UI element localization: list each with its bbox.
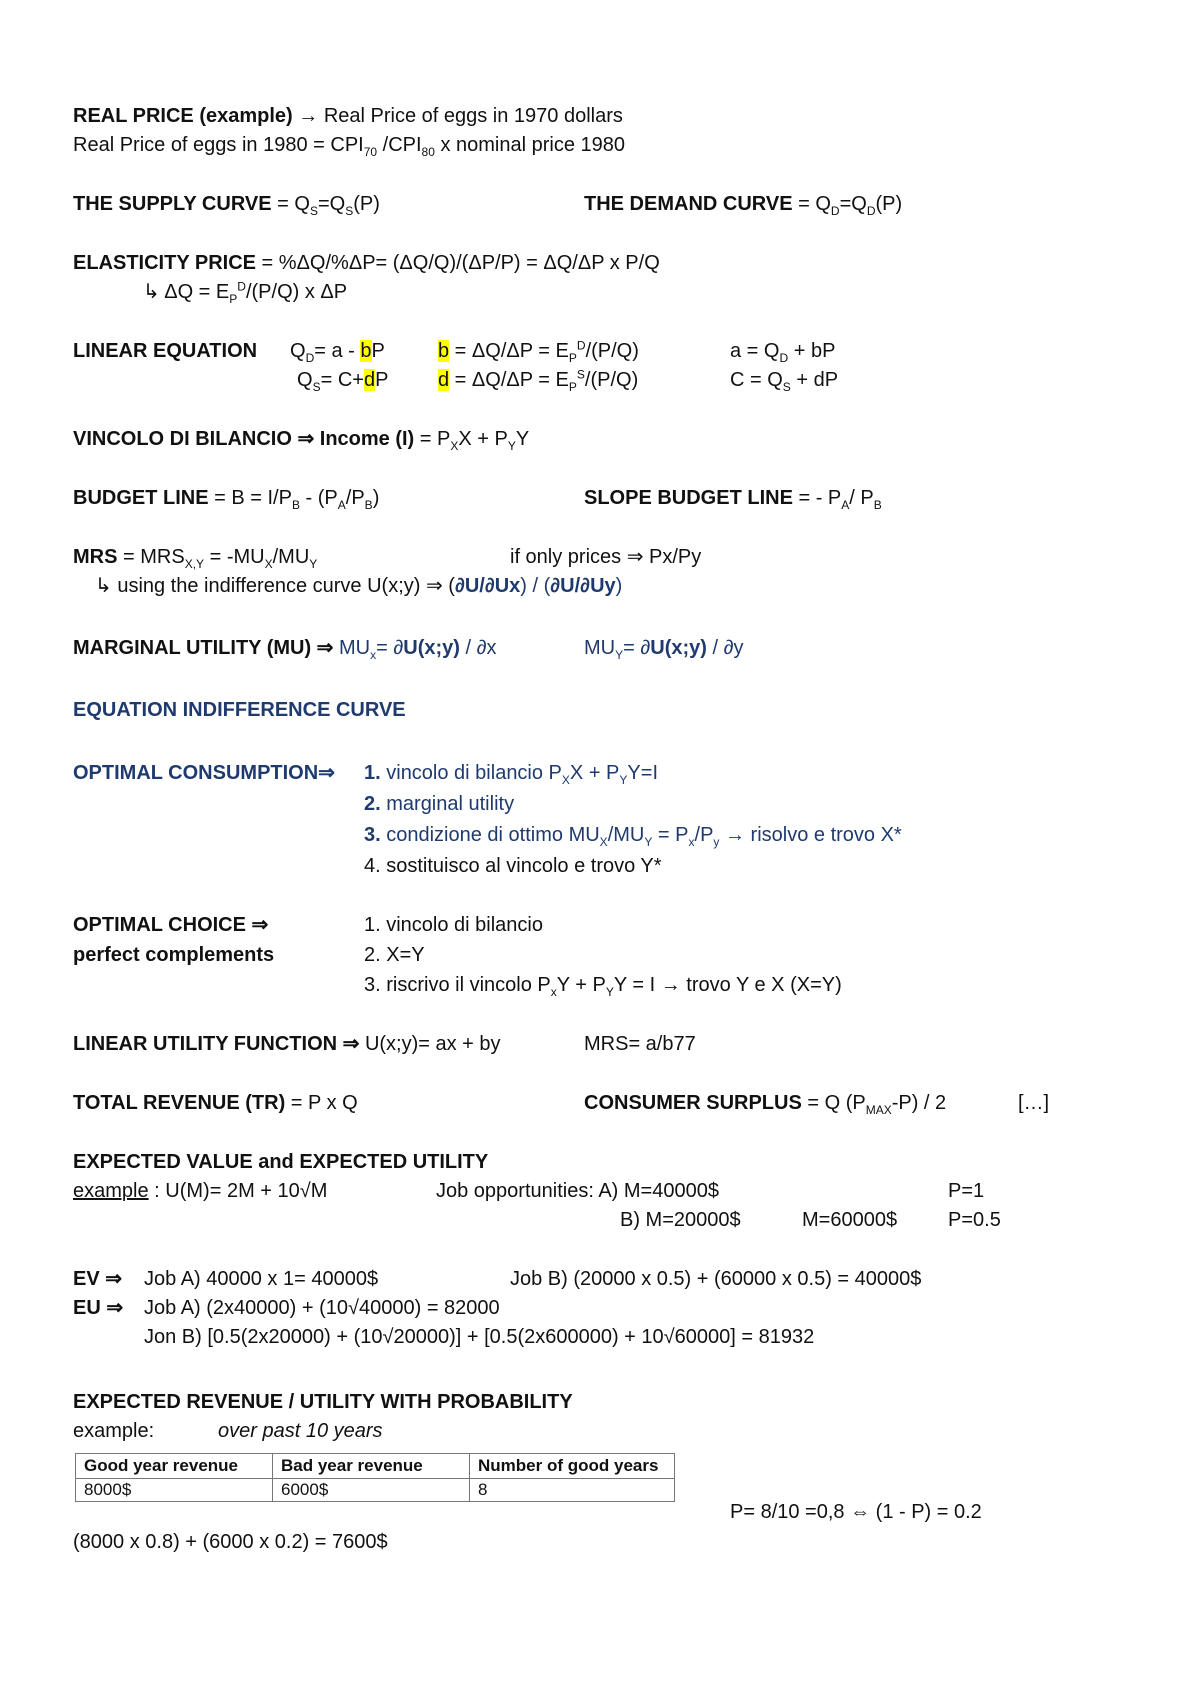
job-opportunities-b2: M=60000$ — [802, 1209, 898, 1231]
formula-text: = a - — [314, 340, 361, 362]
formula-text: Y + P — [556, 974, 606, 996]
formula-text: (P) — [875, 193, 903, 215]
eu-job-a: Job A) (2x40000) + (10√40000) = 82000 — [144, 1297, 500, 1319]
subscript: y — [713, 835, 720, 849]
subscript: B — [364, 498, 373, 512]
linear-d-eq — [438, 368, 638, 392]
linear-supply-eq — [297, 368, 388, 392]
job-opportunities-a: Job opportunities: A) M=40000$ — [436, 1180, 719, 1202]
elasticity-sub-line — [143, 280, 347, 304]
formula-text: MU — [584, 637, 616, 659]
step-number: 1. — [364, 762, 381, 784]
subscript: Y — [615, 648, 624, 662]
subscript: x — [550, 985, 557, 999]
slope-budget-line — [584, 486, 882, 510]
highlight: b — [438, 340, 450, 362]
formula-text: = P — [414, 428, 451, 450]
subscript: Y — [619, 773, 628, 787]
formula-text: - (P — [299, 487, 338, 509]
subscript: Y — [507, 439, 516, 453]
formula-text: /P — [694, 824, 714, 846]
demand-curve-line — [584, 192, 902, 216]
formula-text: U(x;y) — [403, 637, 460, 659]
superscript: D — [576, 338, 586, 353]
demand-heading: THE DEMAND CURVE — [584, 193, 793, 215]
budget-line-line — [73, 486, 379, 510]
linear-c-eq — [730, 368, 838, 392]
formula-text: ) / ( — [520, 575, 551, 597]
total-revenue-heading: TOTAL REVENUE (TR) — [73, 1092, 286, 1114]
formula-text: a = Q — [730, 340, 780, 362]
formula-text: ∂U/∂Ux — [454, 575, 521, 597]
subscript: MAX — [865, 1103, 892, 1117]
subscript: X — [264, 557, 273, 571]
probability-example-label: example: — [73, 1420, 155, 1442]
real-price-text: Real Price of eggs in 1970 dollars — [323, 105, 623, 127]
perfect-complements-label: perfect complements — [73, 944, 275, 966]
real-price-formula — [73, 133, 625, 157]
total-revenue-line — [73, 1091, 358, 1115]
oc-step-4: 4. sostituisco al vincolo e trovo Y* — [364, 855, 662, 877]
formula-text: -P) / 2 — [891, 1092, 947, 1114]
highlight: d — [438, 369, 450, 391]
optimal-choice-heading: OPTIMAL CHOICE ⇒ — [73, 914, 269, 936]
subscript: x — [688, 835, 695, 849]
formula-text: Real Price of eggs in 1980 = CPI — [73, 134, 364, 156]
eu-heading: EU ⇒ — [73, 1297, 124, 1319]
subscript: B — [873, 498, 882, 512]
formula-text: → risolvo e trovo X* — [719, 824, 902, 846]
formula-text: = -MU — [204, 546, 265, 568]
subscript: A — [841, 498, 850, 512]
formula-text: x nominal price 1980 — [434, 134, 626, 156]
linear-utility-heading: LINEAR UTILITY FUNCTION ⇒ — [73, 1033, 360, 1055]
ev-heading: EV ⇒ — [73, 1268, 122, 1290]
formula-text: /(P/Q) — [585, 340, 639, 362]
formula-text: = Q — [271, 193, 310, 215]
subscript: S — [345, 204, 354, 218]
formula-text: P — [371, 340, 385, 362]
expected-value-heading: EXPECTED VALUE and EXPECTED UTILITY — [73, 1151, 489, 1173]
subscript: X,Y — [184, 557, 205, 571]
formula-text: C = Q — [730, 369, 783, 391]
subscript: X — [599, 835, 608, 849]
subscript: S — [312, 380, 321, 394]
formula-text: = P — [652, 824, 689, 846]
formula-text: ↳ using the indifference curve U(x;y) ⇒ ( — [95, 575, 455, 597]
subscript: X — [561, 773, 570, 787]
formula-text: = - P — [792, 487, 842, 509]
formula-text: Q — [290, 340, 306, 362]
subscript: D — [866, 204, 876, 218]
linear-utility-mrs: MRS= a/b77 — [584, 1033, 696, 1055]
probability-example-text: over past 10 years — [218, 1420, 383, 1442]
expected-example-line — [73, 1179, 327, 1203]
consumer-surplus-ellipsis: […] — [1018, 1092, 1050, 1114]
subscript: 80 — [421, 145, 435, 159]
subscript: A — [337, 498, 346, 512]
revenue-table — [75, 1453, 675, 1502]
formula-text: MU — [333, 637, 371, 659]
formula-text: /P — [345, 487, 365, 509]
formula-text: = MRS — [117, 546, 185, 568]
step-number: 3. — [364, 824, 381, 846]
formula-text: = ∂ — [623, 637, 651, 659]
marginal-utility-line — [73, 636, 496, 660]
mu-heading: MARGINAL UTILITY (MU) ⇒ — [73, 637, 334, 659]
formula-text: 3. riscrivo il vincolo P — [364, 974, 551, 996]
column-header: Number of good years — [470, 1454, 675, 1479]
formula-text: = P x Q — [285, 1092, 358, 1114]
slope-heading: SLOPE BUDGET LINE — [584, 487, 793, 509]
formula-text: ) — [615, 575, 623, 597]
formula-text: = Q (P — [801, 1092, 866, 1114]
formula-text: = ΔQ/ΔP = E — [449, 340, 569, 362]
formula-text: + bP — [788, 340, 836, 362]
formula-text: Y=I — [627, 762, 658, 784]
vincolo-line — [73, 427, 529, 451]
supply-heading: THE SUPPLY CURVE — [73, 193, 272, 215]
formula-text: marginal utility — [380, 793, 515, 815]
linear-b-eq — [438, 339, 639, 363]
table-cell: 8 — [470, 1479, 675, 1502]
formula-text: =Q — [317, 193, 346, 215]
formula-text: /MU — [272, 546, 310, 568]
formula-text: / P — [849, 487, 874, 509]
highlight: b — [360, 340, 372, 362]
oc-step-3 — [364, 823, 902, 847]
formula-text: = Q — [792, 193, 831, 215]
equation-indifference-heading: EQUATION INDIFFERENCE CURVE — [73, 699, 406, 721]
ocx-step-2: 2. X=Y — [364, 944, 425, 966]
job-opportunities-b: B) M=20000$ — [620, 1209, 741, 1231]
probability-a: P=1 — [948, 1180, 985, 1202]
mrs-line — [73, 545, 317, 569]
linear-demand-eq — [290, 339, 385, 363]
ocx-step-3 — [364, 973, 842, 997]
formula-text: X + P — [458, 428, 508, 450]
formula-text: Y = I → trovo Y e X (X=Y) — [613, 974, 842, 996]
formula-text: = %ΔQ/%ΔP= (ΔQ/Q)/(ΔP/P) = ΔQ/ΔP x P/Q — [256, 252, 660, 274]
superscript: S — [576, 367, 585, 382]
formula-text: Y — [515, 428, 530, 450]
linear-equation-heading: LINEAR EQUATION — [73, 340, 258, 362]
formula-text: = B = I/P — [208, 487, 292, 509]
subscript: S — [782, 380, 791, 394]
supply-curve-line — [73, 192, 380, 216]
formula-text: / ∂y — [706, 637, 744, 659]
table-header-row — [76, 1454, 675, 1479]
formula-text: X + P — [569, 762, 620, 784]
probability-result-p: P= 8/10 =0,8 ⇔ (1 - P) = 0.2 — [730, 1501, 982, 1523]
mrs-if-prices: if only prices ⇒ Px/Py — [510, 546, 702, 568]
formula-text: Q — [297, 369, 313, 391]
subscript: P — [568, 351, 577, 365]
elasticity-heading: ELASTICITY PRICE — [73, 252, 256, 274]
subscript: x — [370, 648, 377, 662]
eu-job-b: Jon B) [0.5(2x20000) + (10√20000)] + [0.5(2x600000) + 10√60000] = 81932 — [144, 1326, 815, 1348]
mrs-indifference-line — [95, 574, 622, 598]
subscript: D — [779, 351, 789, 365]
oc-step-1 — [364, 761, 658, 785]
oc-step-2 — [364, 792, 514, 816]
formula-text: + dP — [790, 369, 839, 391]
linear-utility-line — [73, 1032, 501, 1056]
formula-text: (P) — [353, 193, 380, 215]
table-cell: 6000$ — [273, 1479, 470, 1502]
column-header: Good year revenue — [76, 1454, 273, 1479]
vincolo-heading: VINCOLO DI BILANCIO ⇒ Income (I) — [73, 428, 415, 450]
formula-text: ) — [372, 487, 380, 509]
subscript: D — [830, 204, 840, 218]
real-price-heading: REAL PRICE (example) — [73, 105, 293, 127]
probability-b: P=0.5 — [948, 1209, 1001, 1231]
formula-text: /MU — [607, 824, 645, 846]
formula-text: vincolo di bilancio P — [380, 762, 562, 784]
highlight: d — [363, 369, 376, 391]
expected-revenue-heading: EXPECTED REVENUE / UTILITY WITH PROBABILITY — [73, 1391, 573, 1413]
mrs-heading: MRS — [73, 546, 118, 568]
formula-text: condizione di ottimo MU — [380, 824, 600, 846]
subscript: Y — [605, 985, 614, 999]
formula-text: = ∂ — [376, 637, 404, 659]
formula-text: = C+ — [320, 369, 364, 391]
subscript: B — [291, 498, 300, 512]
subscript: P — [568, 380, 577, 394]
formula-text: = ΔQ/ΔP = E — [449, 369, 569, 391]
optimal-consumption-heading: OPTIMAL CONSUMPTION⇒ — [73, 762, 335, 784]
subscript: 70 — [363, 145, 378, 159]
example-label: example — [73, 1180, 149, 1202]
formula-text: /CPI — [377, 134, 422, 156]
step-number: 2. — [364, 793, 381, 815]
subscript: P — [229, 292, 238, 306]
ev-job-b: Job B) (20000 x 0.5) + (60000 x 0.5) = 40000$ — [510, 1268, 922, 1290]
formula-text: U(x;y)= ax + by — [359, 1033, 501, 1055]
formula-text: : U(M)= 2M + 10√M — [148, 1180, 328, 1202]
formula-text: /(P/Q) — [584, 369, 639, 391]
consumer-surplus-line — [584, 1091, 946, 1115]
subscript: D — [305, 351, 315, 365]
table-row — [76, 1479, 675, 1502]
subscript: Y — [644, 835, 653, 849]
formula-text: / ∂x — [459, 637, 497, 659]
budget-heading: BUDGET LINE — [73, 487, 209, 509]
formula-text: ↳ ΔQ = E — [143, 281, 230, 303]
marginal-utility-y — [584, 636, 743, 660]
table-cell: 8000$ — [76, 1479, 273, 1502]
formula-text: U(x;y) — [650, 637, 707, 659]
column-header: Bad year revenue — [273, 1454, 470, 1479]
superscript: D — [237, 279, 246, 294]
elasticity-line — [73, 251, 660, 275]
formula-text: ∂U/∂Uy — [550, 575, 616, 597]
real-price-line — [73, 104, 623, 128]
formula-text: /(P/Q) x ΔP — [245, 281, 348, 303]
subscript: X — [450, 439, 459, 453]
subscript: Y — [309, 557, 318, 571]
subscript: S — [309, 204, 318, 218]
expected-revenue-result: (8000 x 0.8) + (6000 x 0.2) = 7600$ — [73, 1531, 388, 1553]
arrow-symbol: → — [298, 105, 319, 127]
consumer-surplus-heading: CONSUMER SURPLUS — [584, 1092, 802, 1114]
formula-text: P — [375, 369, 389, 391]
ocx-step-1: 1. vincolo di bilancio — [364, 914, 543, 936]
ev-job-a: Job A) 40000 x 1= 40000$ — [144, 1268, 379, 1290]
linear-a-eq — [730, 339, 835, 363]
formula-text: =Q — [839, 193, 867, 215]
